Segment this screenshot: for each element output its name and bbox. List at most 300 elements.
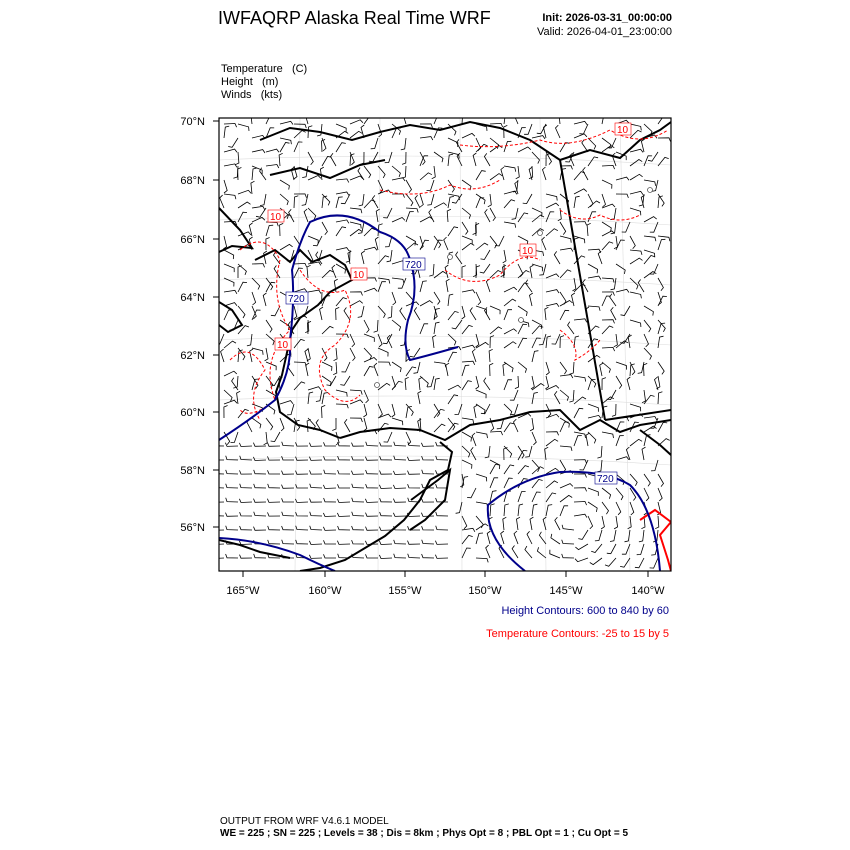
wind-barb: [436, 526, 448, 530]
wind-barb: [658, 236, 670, 241]
wind-barb: [394, 456, 406, 460]
wind-barb: [223, 236, 226, 249]
wind-barb: [546, 336, 551, 348]
wind-barb: [408, 471, 421, 475]
wind-barb: [630, 174, 643, 180]
wind-barb: [531, 376, 534, 389]
wind-barb: [560, 310, 569, 320]
wind-barb: [612, 153, 616, 166]
wind-barb: [642, 390, 646, 403]
wind-barb: [434, 114, 442, 124]
wind-barb: [408, 442, 420, 446]
wind-barb: [504, 329, 517, 334]
wind-barb: [308, 387, 321, 390]
wind-barb: [588, 502, 597, 512]
wind-barb: [294, 362, 306, 366]
wind-barb: [560, 495, 572, 502]
wind-barb: [638, 362, 644, 373]
wind-barb: [569, 390, 574, 402]
wind-barb: [650, 558, 658, 568]
wind-barb: [228, 138, 238, 147]
wind-barb: [282, 512, 294, 516]
wind-barb: [602, 222, 611, 232]
wind-barb: [254, 470, 266, 474]
wind-barb: [504, 446, 512, 458]
wind-barb: [574, 514, 587, 517]
wind-barb: [336, 220, 349, 223]
wind-barb: [434, 378, 440, 390]
wind-barb: [489, 349, 493, 362]
wind-barb: [626, 447, 630, 460]
wind-barb: [254, 499, 267, 503]
wind-barb: [252, 418, 261, 428]
wind-barb: [574, 436, 582, 446]
wind-barb: [481, 250, 491, 260]
wind-barb: [532, 492, 541, 502]
longitude-labels: [226, 585, 665, 597]
wind-barb: [644, 236, 656, 241]
wind-barb: [310, 470, 323, 474]
wind-barb: [480, 264, 490, 273]
wind-barb: [630, 502, 634, 515]
wind-barb: [518, 271, 530, 279]
wind-barb: [574, 222, 587, 226]
wind-barb: [630, 149, 643, 152]
wind-barb: [434, 240, 443, 250]
wind-barb: [572, 293, 575, 306]
wind-barb: [350, 176, 363, 180]
wind-barb: [211, 555, 224, 559]
wind-barb: [338, 484, 351, 488]
wind-barb: [282, 471, 295, 475]
wind-barb: [601, 516, 604, 529]
wind-barb: [504, 222, 516, 228]
lat-label: 58°N: [180, 465, 205, 477]
wind-barb: [583, 167, 588, 180]
wind-barb: [378, 278, 390, 284]
map-title: IWFAQRP Alaska Real Time WRF: [218, 8, 491, 28]
wind-barb: [252, 217, 265, 222]
wind-barb: [537, 547, 546, 558]
wind-barb: [366, 442, 378, 446]
wind-barb: [620, 558, 630, 567]
wind-barb: [560, 484, 573, 488]
wind-barb: [408, 484, 420, 488]
wind-barb: [252, 264, 265, 268]
wind-barb: [462, 446, 470, 457]
wind-barb: [320, 307, 323, 320]
wind-barb: [260, 194, 266, 206]
wind-barb: [518, 446, 524, 458]
wind-barb: [338, 470, 350, 474]
wind-barb: [518, 306, 527, 316]
wind-barb: [574, 319, 587, 323]
wind-barb: [306, 363, 309, 376]
wind-barb: [380, 442, 393, 446]
wind-barb: [588, 276, 601, 279]
wind-barb: [304, 209, 308, 222]
wind-barb: [614, 236, 618, 249]
wind-barb: [405, 377, 409, 390]
wind-barb: [490, 464, 499, 474]
wind-barb: [358, 306, 364, 317]
wind-barb: [588, 201, 600, 208]
wind-barb: [452, 320, 462, 329]
wind-barb: [239, 443, 252, 447]
wind-barb: [365, 457, 378, 461]
wind-barb: [309, 555, 322, 559]
legend-height: Height (m): [221, 76, 279, 88]
wind-barb: [392, 404, 395, 417]
wind-barb: [226, 554, 238, 558]
wind-barb: [462, 133, 475, 138]
wind-barb: [260, 168, 266, 180]
wind-barb: [610, 208, 616, 220]
wind-barb: [434, 424, 445, 432]
wind-barb: [612, 404, 616, 416]
wind-barb: [224, 180, 227, 193]
wind-barb: [338, 526, 350, 530]
wind-barb: [602, 242, 613, 250]
wind-barb: [366, 513, 379, 517]
wind-barb: [420, 152, 425, 165]
wind-barb: [294, 306, 297, 319]
wind-barb: [379, 527, 392, 531]
wind-barb: [587, 223, 591, 236]
wind-barb: [266, 282, 275, 292]
wind-barb: [616, 177, 629, 180]
wind-barb: [658, 362, 664, 374]
wind-barb: [635, 558, 644, 568]
wind-barb: [518, 147, 531, 152]
wind-barb: [575, 558, 588, 562]
wind-barb: [481, 404, 490, 414]
wind-barb: [574, 172, 585, 180]
wind-barb: [616, 362, 627, 370]
wind-barb: [350, 390, 362, 395]
wind-barb: [336, 192, 349, 195]
wind-barb: [602, 432, 614, 438]
wind-barb: [280, 121, 293, 124]
wind-barb: [602, 292, 615, 296]
wind-barb: [307, 265, 311, 278]
wind-barb: [602, 320, 615, 324]
wind-barb: [238, 212, 247, 222]
wind-barb: [364, 334, 374, 342]
wind-barb: [586, 433, 589, 446]
wind-barb: [560, 143, 570, 152]
wind-barb: [448, 334, 456, 345]
wind-barb: [434, 203, 447, 208]
wind-barb: [268, 443, 281, 447]
wind-barb: [588, 516, 593, 529]
wind-barb: [602, 180, 612, 189]
wind-barb: [560, 375, 573, 379]
wind-barb: [658, 488, 662, 501]
wind-barb: [364, 348, 372, 360]
wind-barb: [216, 334, 224, 344]
wind-barb: [546, 290, 559, 293]
wind-barb: [323, 485, 336, 489]
wind-barb: [532, 136, 545, 139]
wind-barb: [462, 365, 469, 376]
wind-barb: [282, 526, 294, 530]
wind-barb: [379, 555, 392, 559]
wind-barb: [280, 401, 293, 404]
wind-barb: [212, 499, 225, 503]
wind-barb: [266, 334, 274, 345]
wind-barb: [476, 138, 481, 151]
wind-barb: [546, 386, 559, 391]
wind-barb: [310, 512, 322, 516]
wind-barb: [350, 208, 362, 213]
wind-barb: [224, 194, 236, 199]
lat-label: 68°N: [180, 175, 205, 187]
wind-barb: [294, 194, 307, 198]
wind-barb: [392, 320, 401, 331]
wind-barb: [393, 471, 406, 475]
wind-barb: [476, 144, 488, 152]
wind-barb: [644, 363, 648, 376]
wind-barb: [574, 196, 580, 208]
wind-barb: [393, 485, 406, 489]
wind-barb: [212, 456, 224, 460]
wind-barb: [310, 484, 322, 488]
wind-barb: [484, 153, 490, 166]
wind-barb: [342, 362, 351, 372]
wind-barb: [361, 251, 364, 264]
wind-barb: [518, 362, 527, 373]
wind-barb: [324, 442, 337, 446]
wind-barb: [655, 516, 659, 529]
wind-barb: [240, 512, 252, 516]
wind-barb: [448, 227, 458, 236]
wind-barb: [490, 306, 500, 314]
wind-barb: [532, 264, 543, 271]
wind-barb: [503, 517, 507, 530]
wind-barb: [630, 320, 641, 327]
wind-barb: [365, 499, 378, 503]
wind-barb: [575, 544, 588, 550]
wind-barb: [280, 180, 289, 190]
wind-barb: [602, 146, 614, 152]
wind-barb: [462, 236, 472, 244]
wind-barb: [422, 470, 434, 474]
wind-barb: [467, 488, 476, 498]
lat-label: 70°N: [180, 116, 205, 128]
wind-barb: [316, 390, 322, 402]
wind-barb: [380, 456, 392, 460]
wind-barb: [562, 540, 574, 544]
wind-barb: [282, 540, 294, 544]
wind-barb: [294, 196, 298, 208]
wind-barb: [406, 406, 412, 418]
wind-barb: [628, 516, 632, 529]
wind-barb: [392, 194, 405, 198]
wind-barb: [485, 307, 491, 320]
wind-barb: [308, 392, 313, 404]
wind-barb: [254, 527, 267, 531]
wind-barb: [588, 157, 598, 166]
wind-barb: [392, 218, 405, 223]
wind-barb: [651, 460, 658, 471]
wind-barb: [322, 326, 334, 334]
wind-barb: [366, 470, 378, 474]
wind-barb: [476, 502, 488, 508]
wind-barb: [418, 391, 421, 404]
wind-barb: [616, 264, 625, 274]
wind-barb: [556, 125, 561, 138]
wind-barb: [296, 471, 309, 475]
wind-barb: [252, 292, 256, 305]
wind-barb: [322, 405, 326, 418]
wind-barb: [352, 456, 364, 460]
wind-barb: [532, 351, 538, 362]
wind-barb: [616, 457, 629, 460]
wind-barb: [614, 516, 618, 529]
wind-barb: [352, 443, 365, 447]
wind-barb: [503, 250, 506, 263]
wind-barb: [392, 418, 403, 425]
wind-barb: [523, 194, 532, 204]
wind-barb: [266, 165, 279, 169]
wind-barb: [560, 362, 567, 374]
wind-barb: [602, 194, 606, 207]
wind-barb: [392, 292, 396, 305]
lon-label: 155°W: [388, 585, 422, 597]
wind-barb: [588, 138, 596, 150]
wind-barb: [574, 376, 586, 382]
wind-barb: [308, 176, 321, 181]
wind-barb: [630, 439, 642, 446]
wind-barb: [231, 432, 239, 443]
wind-barb: [574, 432, 586, 438]
wind-barb: [574, 121, 587, 124]
wind-barb: [336, 404, 348, 408]
wind-barb: [484, 378, 490, 390]
wind-barb: [630, 250, 642, 255]
wind-barb: [574, 397, 586, 404]
wind-barb: [350, 120, 363, 124]
wind-barb: [644, 180, 656, 186]
wind-barb: [221, 349, 224, 362]
wind-barb: [378, 166, 385, 178]
wind-barb: [474, 405, 477, 418]
wind-barb: [238, 282, 247, 292]
wind-barb: [266, 278, 273, 290]
wind-barb: [280, 138, 291, 144]
wind-barb: [254, 484, 266, 488]
legend-winds: Winds (kts): [221, 89, 283, 101]
wind-barb: [392, 178, 405, 181]
wind-barb: [546, 274, 559, 278]
wind-barb: [322, 362, 332, 371]
wind-barb: [263, 293, 266, 306]
wind-barb: [472, 433, 476, 446]
wind-barb: [462, 535, 473, 544]
wind-barb: [455, 404, 463, 415]
wind-barb: [265, 348, 268, 361]
wind-barb: [658, 336, 664, 348]
wind-barb: [510, 390, 518, 400]
wind-barb: [448, 154, 453, 166]
wind-barb: [518, 466, 529, 474]
wind-barb: [364, 418, 367, 431]
wind-barb: [406, 367, 416, 376]
wind-barb: [622, 544, 630, 554]
height-label: 720: [405, 260, 422, 271]
wind-barb: [658, 138, 671, 142]
wind-barb: [546, 481, 558, 488]
wind-barb: [470, 308, 476, 321]
wind-barb: [251, 181, 255, 194]
wind-barb: [462, 325, 473, 334]
wind-barb: [630, 474, 637, 486]
wind-barb: [532, 338, 541, 348]
wind-barb: [366, 527, 379, 531]
wind-barb: [504, 380, 512, 390]
wind-barb: [545, 447, 549, 460]
wind-barb: [266, 225, 273, 236]
wind-barb: [518, 450, 527, 460]
wind-barb: [518, 213, 528, 222]
wind-barb: [344, 308, 350, 321]
wind-barb: [393, 513, 406, 517]
wind-barb: [588, 379, 596, 390]
wind-barb: [380, 498, 392, 502]
latitude-labels: [180, 116, 205, 534]
wind-barb: [574, 189, 587, 194]
wind-barb: [630, 208, 641, 215]
wind-barb: [644, 334, 649, 347]
wind-barb: [490, 236, 497, 248]
wind-barb: [574, 236, 585, 243]
wind-barb: [422, 498, 435, 502]
wind-barb: [514, 531, 518, 544]
wind-barb: [238, 190, 251, 194]
wind-barb: [282, 442, 294, 446]
wind-barb: [271, 432, 280, 442]
wind-barb: [527, 531, 532, 544]
footer-config: WE = 225 ; SN = 225 ; Levels = 38 ; Dis = 8km ; Phys Opt = 8 ; PBL Opt = 1 ; Cu Opt = 5: [220, 828, 629, 839]
wind-barb: [616, 502, 621, 515]
wind-barb: [254, 554, 266, 558]
wind-barb: [401, 138, 406, 150]
wind-barb: [322, 157, 332, 167]
valid-time: Valid: 2026-04-01_23:00:00: [537, 26, 672, 38]
wind-barb: [648, 152, 658, 161]
wind-barb: [331, 153, 337, 166]
wind-barb: [518, 264, 523, 277]
wind-barb: [224, 264, 234, 272]
wind-barb: [638, 280, 644, 293]
height-contour-note: Height Contours: 600 to 840 by 60: [501, 605, 669, 617]
wind-barb: [282, 498, 294, 502]
wind-barb: [546, 203, 559, 208]
wind-barb: [487, 531, 490, 544]
wind-barb: [327, 376, 337, 386]
wind-barb: [637, 544, 644, 555]
lon-label: 150°W: [468, 585, 502, 597]
wind-barb: [336, 143, 346, 152]
wind-barb: [392, 362, 401, 372]
wind-barb: [392, 376, 395, 389]
wind-barb: [364, 320, 369, 333]
wind-barb: [376, 209, 379, 222]
wind-barb: [394, 442, 406, 446]
wind-barb: [268, 470, 281, 474]
wind-barb: [562, 525, 574, 530]
